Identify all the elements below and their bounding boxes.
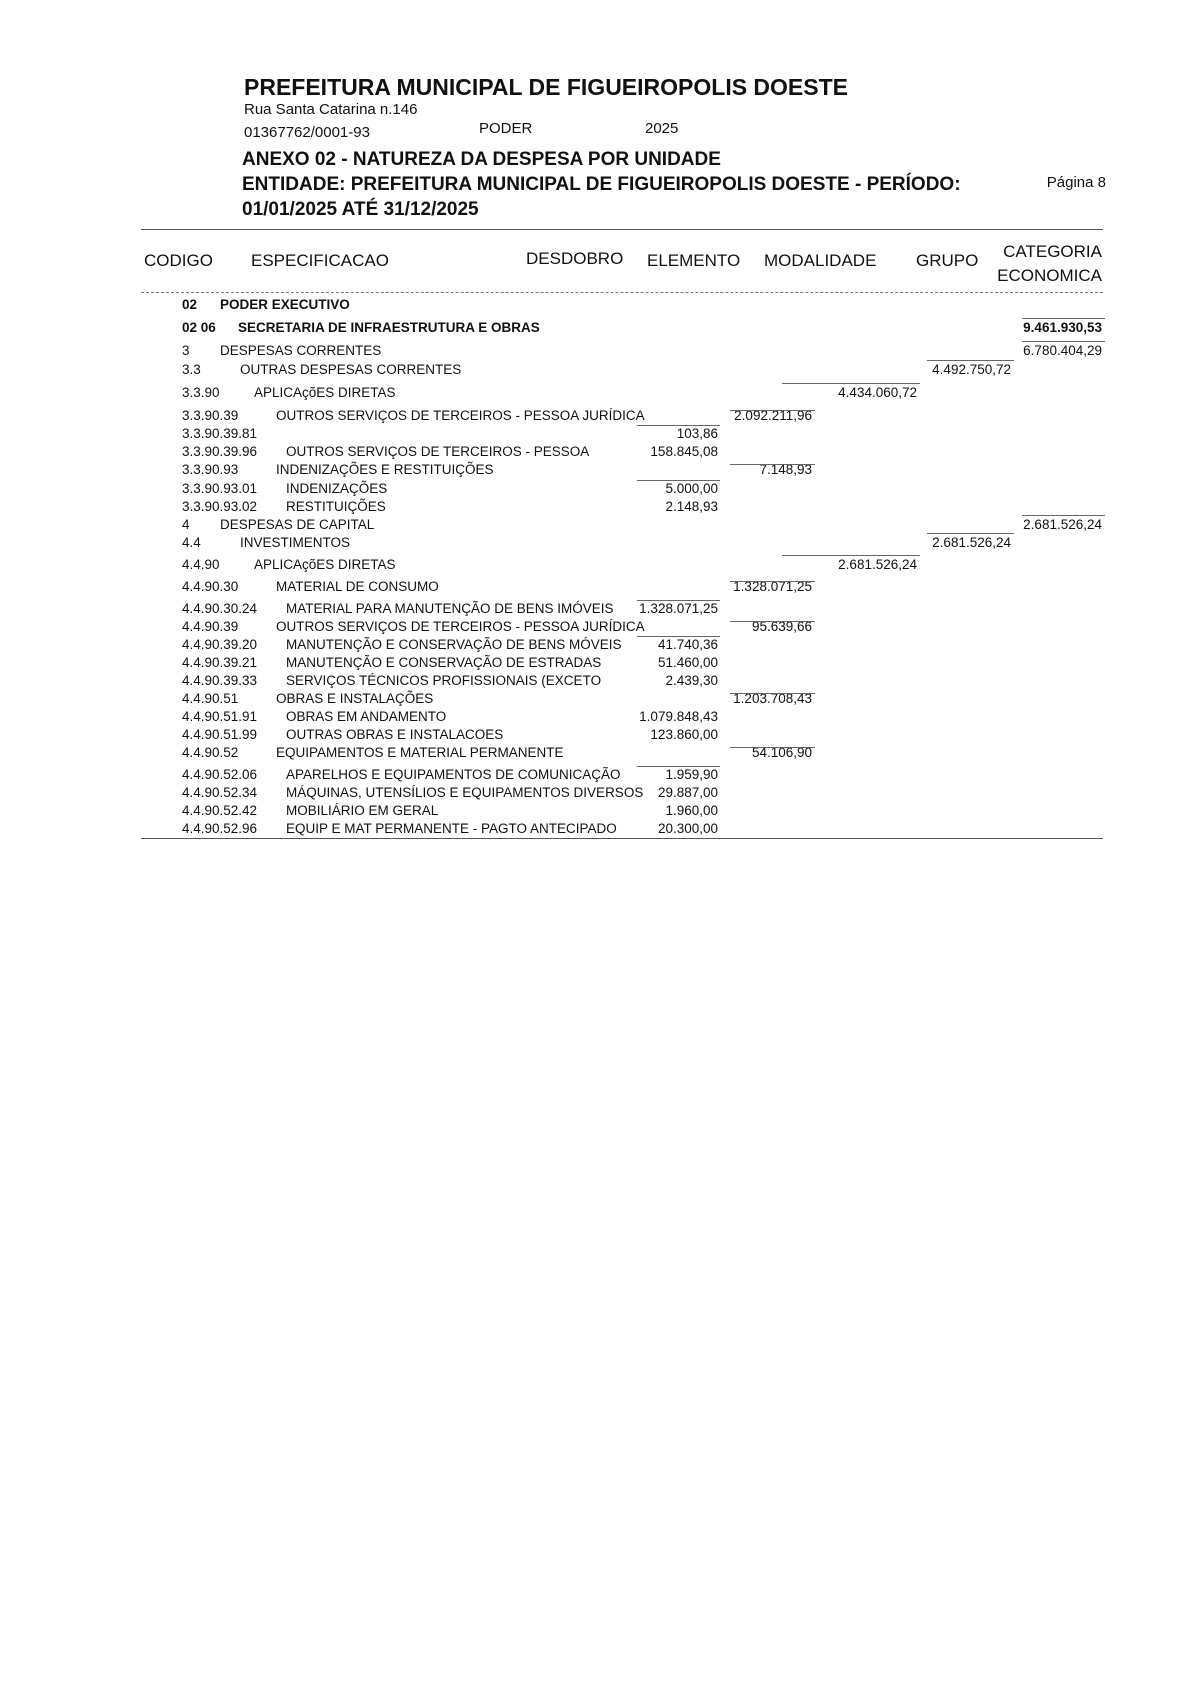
row-elemento: 20.300,00 <box>657 821 718 836</box>
row-code: 3 <box>182 343 190 358</box>
row-elemento: 51.460,00 <box>657 655 718 670</box>
row-code: 4.4.90.30.24 <box>182 601 258 616</box>
row-code: 4.4.90.51 <box>182 691 239 706</box>
table-row <box>0 426 1191 444</box>
table-row <box>0 408 1191 426</box>
row-code: 3.3.90 <box>182 385 220 400</box>
row-description: DESPESAS CORRENTES <box>220 343 382 358</box>
total-rule <box>730 464 815 465</box>
row-modalidade: 4.434.060,72 <box>838 385 917 400</box>
row-description: OUTROS SERVIÇOS DE TERCEIROS - PESSOA <box>286 444 590 459</box>
row-code: 4.4.90.30 <box>182 579 239 594</box>
address: Rua Santa Catarina n.146 <box>244 101 418 118</box>
table-row <box>0 767 1191 785</box>
total-rule <box>1022 515 1105 516</box>
table-row <box>0 385 1191 403</box>
entity-title: PREFEITURA MUNICIPAL DE FIGUEIROPOLIS DOESTE <box>244 74 849 100</box>
total-rule <box>637 480 720 481</box>
total-rule <box>730 581 815 582</box>
row-elemento: 123.860,00 <box>650 727 718 742</box>
row-description: MANUTENÇÃO E CONSERVAÇÃO DE ESTRADAS <box>286 655 602 670</box>
row-description: SERVIÇOS TÉCNICOS PROFISSIONAIS (EXCETO <box>286 673 602 688</box>
row-description: PODER EXECUTIVO <box>220 297 350 312</box>
row-code: 3.3.90.93 <box>182 462 239 477</box>
page-number: Página 8 <box>1046 174 1106 191</box>
row-modalidade-elemento: 7.148,93 <box>759 462 812 477</box>
table-row <box>0 727 1191 745</box>
col-grupo: GRUPO <box>916 251 979 270</box>
row-code: 4.4.90.52.96 <box>182 821 258 836</box>
row-code: 4.4 <box>182 535 201 550</box>
row-description: OUTRAS DESPESAS CORRENTES <box>240 362 462 377</box>
row-categoria: 2.681.526,24 <box>1023 517 1102 532</box>
table-row <box>0 481 1191 499</box>
table-row <box>0 803 1191 821</box>
row-description: EQUIP E MAT PERMANENTE - PAGTO ANTECIPADO <box>286 821 617 836</box>
table-row <box>0 362 1191 380</box>
row-elemento: 1.959,90 <box>665 767 718 782</box>
row-modalidade: 2.681.526,24 <box>838 557 917 572</box>
row-description: MANUTENÇÃO E CONSERVAÇÃO DE BENS MÓVEIS <box>286 637 622 652</box>
row-description: OUTROS SERVIÇOS DE TERCEIROS - PESSOA JURÍDICA <box>276 619 645 634</box>
row-modalidade-elemento: 1.328.071,25 <box>733 579 812 594</box>
total-rule <box>730 747 815 748</box>
row-code: 4.4.90.39.33 <box>182 673 258 688</box>
table-row <box>0 655 1191 673</box>
row-description: EQUIPAMENTOS E MATERIAL PERMANENTE <box>276 745 564 760</box>
table-bottom-rule <box>141 838 1103 839</box>
row-code: 02 06 <box>182 320 216 335</box>
table-row <box>0 637 1191 655</box>
col-elemento: ELEMENTO <box>647 251 741 270</box>
total-rule <box>730 410 815 411</box>
row-modalidade-elemento: 95.639,66 <box>751 619 812 634</box>
col-categoria: CATEGORIA <box>1003 242 1102 261</box>
row-description: INDENIZAÇÕES <box>286 481 388 496</box>
table-row <box>0 785 1191 803</box>
table-row <box>0 499 1191 517</box>
total-rule <box>782 555 920 556</box>
total-rule <box>730 621 815 622</box>
table-row <box>0 691 1191 709</box>
entity-line: ENTIDADE: PREFEITURA MUNICIPAL DE FIGUEIROPOLIS DOESTE - PERÍODO: <box>242 174 961 195</box>
row-description: OBRAS E INSTALAÇÕES <box>276 691 434 706</box>
row-elemento: 29.887,00 <box>657 785 718 800</box>
row-code: 4.4.90.52.42 <box>182 803 258 818</box>
cnpj: 01367762/0001-93 <box>244 124 370 141</box>
row-modalidade-elemento: 54.106,90 <box>751 745 812 760</box>
row-description: DESPESAS DE CAPITAL <box>220 517 375 532</box>
table-row <box>0 619 1191 637</box>
total-rule <box>927 533 1014 534</box>
row-code: 4.4.90.39.21 <box>182 655 258 670</box>
col-economica: ECONOMICA <box>997 266 1102 285</box>
table-row <box>0 444 1191 462</box>
row-grupo: 4.492.750,72 <box>932 362 1011 377</box>
row-description: MATERIAL DE CONSUMO <box>276 579 439 594</box>
row-elemento: 1.328.071,25 <box>639 601 718 616</box>
total-rule <box>1022 318 1105 319</box>
table-row <box>0 343 1191 361</box>
header-bottom-rule <box>141 292 1103 293</box>
col-desdobro: DESDOBRO <box>526 249 624 268</box>
table-row <box>0 557 1191 575</box>
row-elemento: 2.148,93 <box>665 499 718 514</box>
table-row <box>0 462 1191 480</box>
row-code: 3.3.90.93.01 <box>182 481 258 496</box>
row-description: SECRETARIA DE INFRAESTRUTURA E OBRAS <box>238 320 540 335</box>
table-row <box>0 535 1191 553</box>
table-row <box>0 709 1191 727</box>
row-description: APLICAçõES DIRETAS <box>254 557 396 572</box>
row-code: 02 <box>182 297 198 312</box>
row-description: MATERIAL PARA MANUTENÇÃO DE BENS IMÓVEIS <box>286 601 614 616</box>
row-code: 4.4.90.52.34 <box>182 785 258 800</box>
row-code: 3.3.90.39.96 <box>182 444 258 459</box>
col-codigo: CODIGO <box>144 251 213 270</box>
row-elemento: 5.000,00 <box>665 481 718 496</box>
row-description: APLICAçõES DIRETAS <box>254 385 396 400</box>
total-rule <box>637 766 720 767</box>
total-rule <box>637 600 720 601</box>
total-rule <box>927 360 1014 361</box>
row-description: MOBILIÁRIO EM GERAL <box>286 803 439 818</box>
row-modalidade-elemento: 1.203.708,43 <box>733 691 812 706</box>
row-description: INVESTIMENTOS <box>240 535 351 550</box>
row-code: 4 <box>182 517 190 532</box>
total-rule <box>782 383 920 384</box>
row-code: 4.4.90.39.20 <box>182 637 258 652</box>
row-elemento: 41.740,36 <box>657 637 718 652</box>
row-code: 3.3.90.93.02 <box>182 499 258 514</box>
row-code: 4.4.90.51.99 <box>182 727 258 742</box>
row-description: RESTITUIÇÕES <box>286 499 386 514</box>
row-elemento: 2.439,30 <box>665 673 718 688</box>
poder-label: PODER <box>479 120 533 137</box>
period-line: 01/01/2025 ATÉ 31/12/2025 <box>242 199 479 220</box>
table-row <box>0 320 1191 338</box>
row-code: 4.4.90.51.91 <box>182 709 258 724</box>
table-row <box>0 673 1191 691</box>
row-description: INDENIZAÇÕES E RESTITUIÇÕES <box>276 462 494 477</box>
row-elemento: 1.960,00 <box>665 803 718 818</box>
row-description: OBRAS EM ANDAMENTO <box>286 709 447 724</box>
row-modalidade-elemento: 2.092.211,96 <box>734 408 812 423</box>
row-code: 4.4.90.39 <box>182 619 239 634</box>
report-title: ANEXO 02 - NATUREZA DA DESPESA POR UNIDADE <box>242 149 721 170</box>
total-rule <box>730 693 815 694</box>
row-code: 3.3.90.39.81 <box>182 426 258 441</box>
row-elemento: 1.079.848,43 <box>639 709 718 724</box>
col-especificacao: ESPECIFICACAO <box>251 251 389 270</box>
row-description: OUTROS SERVIÇOS DE TERCEIROS - PESSOA JURÍDICA <box>276 408 645 423</box>
row-description: APARELHOS E EQUIPAMENTOS DE COMUNICAÇÃO <box>286 767 621 782</box>
row-code: 4.4.90.52.06 <box>182 767 258 782</box>
row-categoria: 9.461.930,53 <box>1023 320 1102 335</box>
row-code: 3.3.90.39 <box>182 408 239 423</box>
row-description: OUTRAS OBRAS E INSTALACOES <box>286 727 504 742</box>
row-elemento: 158.845,08 <box>650 444 718 459</box>
table-row <box>0 297 1191 315</box>
row-grupo: 2.681.526,24 <box>932 535 1011 550</box>
table-row <box>0 601 1191 619</box>
row-elemento: 103,86 <box>676 426 718 441</box>
col-modalidade: MODALIDADE <box>764 251 877 270</box>
row-categoria: 6.780.404,29 <box>1023 343 1102 358</box>
table-row <box>0 579 1191 597</box>
total-rule <box>1022 341 1105 342</box>
row-description: MÁQUINAS, UTENSÍLIOS E EQUIPAMENTOS DIVERSOS <box>286 785 644 800</box>
table-row <box>0 821 1191 839</box>
row-code: 4.4.90.52 <box>182 745 239 760</box>
row-code: 3.3 <box>182 362 201 377</box>
year: 2025 <box>645 120 679 137</box>
header-top-rule <box>141 229 1103 230</box>
total-rule <box>637 425 720 426</box>
table-row <box>0 745 1191 763</box>
row-code: 4.4.90 <box>182 557 220 572</box>
total-rule <box>637 636 720 637</box>
